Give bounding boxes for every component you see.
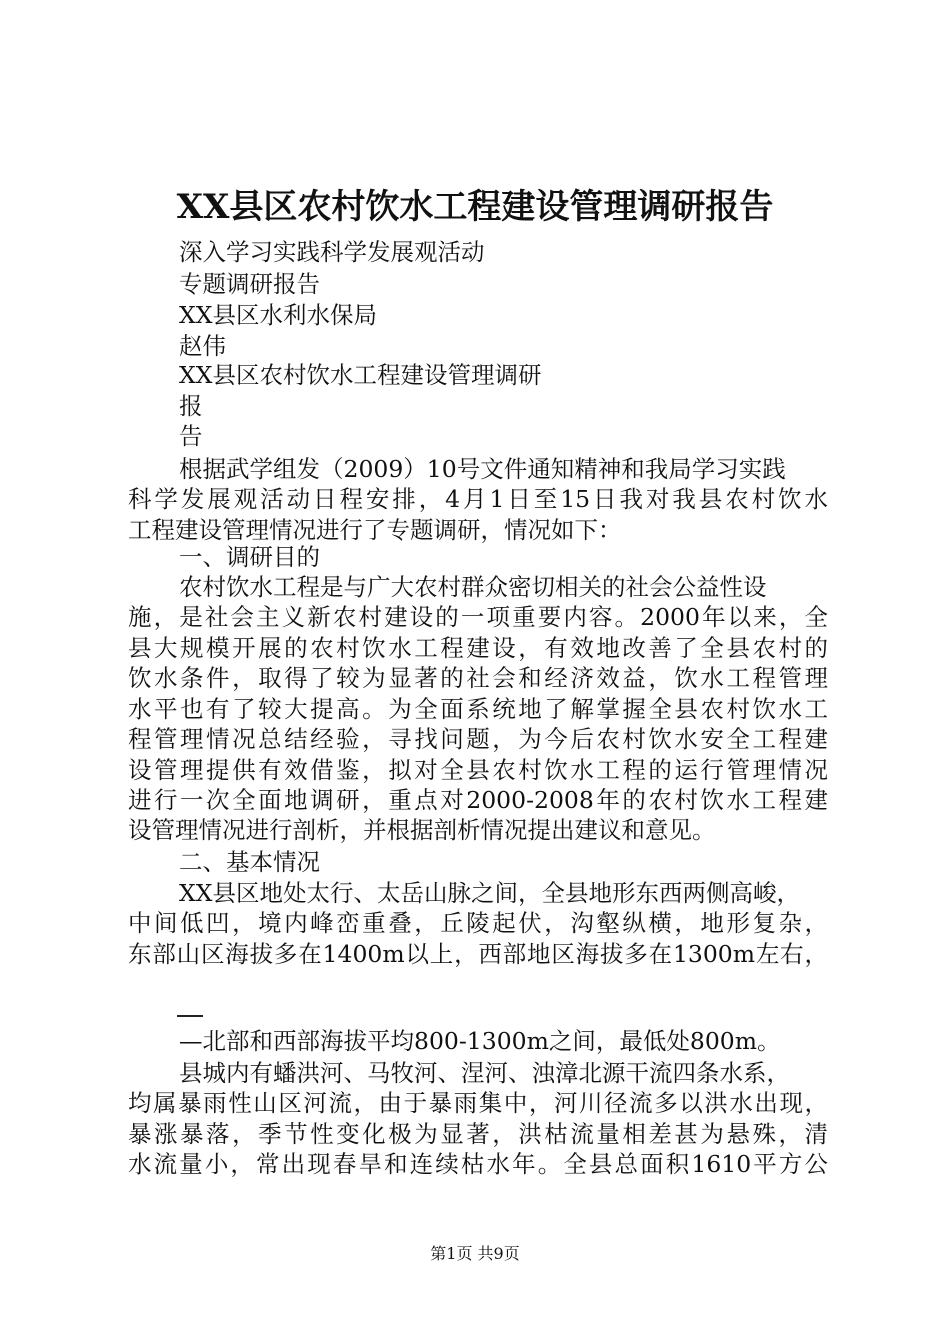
paragraph-line: 设管理情况进行剖析，并根据剖析情况提出建议和意见。 (128, 816, 716, 844)
paragraph-line: 施，是社会主义新农村建设的一项重要内容。2000年以来，全 (128, 603, 828, 631)
document-title: XX县区农村饮水工程建设管理调研报告 (176, 187, 774, 227)
header-line-author: 赵伟 (179, 332, 226, 360)
header-line-subtitle: XX县区农村饮水工程建设管理调研 (179, 361, 542, 389)
paragraph-line: 暴涨暴落，季节性变化极为显著，洪枯流量相差甚为悬殊，清 (128, 1120, 828, 1148)
paragraph-line: 饮水条件，取得了较为显著的社会和经济效益，饮水工程管理 (128, 664, 828, 692)
paragraph-line: 东部山区海拔多在1400m以上，西部地区海拔多在1300m左右， (128, 940, 828, 968)
paragraph-line: 农村饮水工程是与广大农村群众密切相关的社会公益性设 (179, 573, 767, 601)
header-line-gao: 告 (179, 422, 203, 450)
paragraph-line: 水平也有了较大提高。为全面系统地了解掌握全县农村饮水工 (128, 695, 828, 723)
paragraph-line: —北部和西部海拔平均800-1300m之间，最低处800m。 (179, 1027, 781, 1055)
intro-line: 根据武学组发（2009）10号文件通知精神和我局学习实践 (179, 455, 786, 483)
em-dash-divider (177, 1015, 203, 1017)
paragraph-line: 进行一次全面地调研，重点对2000-2008年的农村饮水工程建 (128, 786, 828, 814)
paragraph-line: 县大规模开展的农村饮水工程建设，有效地改善了全县农村的 (128, 634, 828, 662)
paragraph-line: 设管理提供有效借鉴，拟对全县农村饮水工程的运行管理情况 (128, 756, 828, 784)
intro-line: 工程建设管理情况进行了专题调研，情况如下： (128, 516, 622, 544)
section-heading-purpose: 一、调研目的 (179, 543, 320, 571)
header-line-activity: 深入学习实践科学发展观活动 (179, 238, 485, 266)
paragraph-line: 县城内有蟠洪河、马牧河、涅河、浊漳北源干流四条水系， (179, 1059, 790, 1087)
header-line-bao: 报 (179, 392, 203, 420)
paragraph-line: 水流量小，常出现春旱和连续枯水年。全县总面积1610平方公 (128, 1150, 828, 1178)
paragraph-line: 均属暴雨性山区河流，由于暴雨集中，河川径流多以洪水出现， (128, 1089, 828, 1117)
header-line-report-type: 专题调研报告 (179, 270, 320, 298)
header-line-organization: XX县区水利水保局 (179, 301, 377, 329)
paragraph-line: 中间低凹，境内峰峦重叠，丘陵起伏，沟壑纵横，地形复杂， (128, 909, 828, 937)
paragraph-line: XX县区地处太行、太岳山脉之间，全县地形东西两侧高峻， (179, 879, 800, 907)
intro-line: 科学发展观活动日程安排，4月1日至15日我对我县农村饮水 (128, 485, 828, 513)
paragraph-line: 程管理情况总结经验，寻找问题，为今后农村饮水安全工程建 (128, 725, 828, 753)
section-heading-basic-info: 二、基本情况 (179, 848, 320, 876)
page-number-footer: 第1页 共9页 (430, 1244, 520, 1263)
